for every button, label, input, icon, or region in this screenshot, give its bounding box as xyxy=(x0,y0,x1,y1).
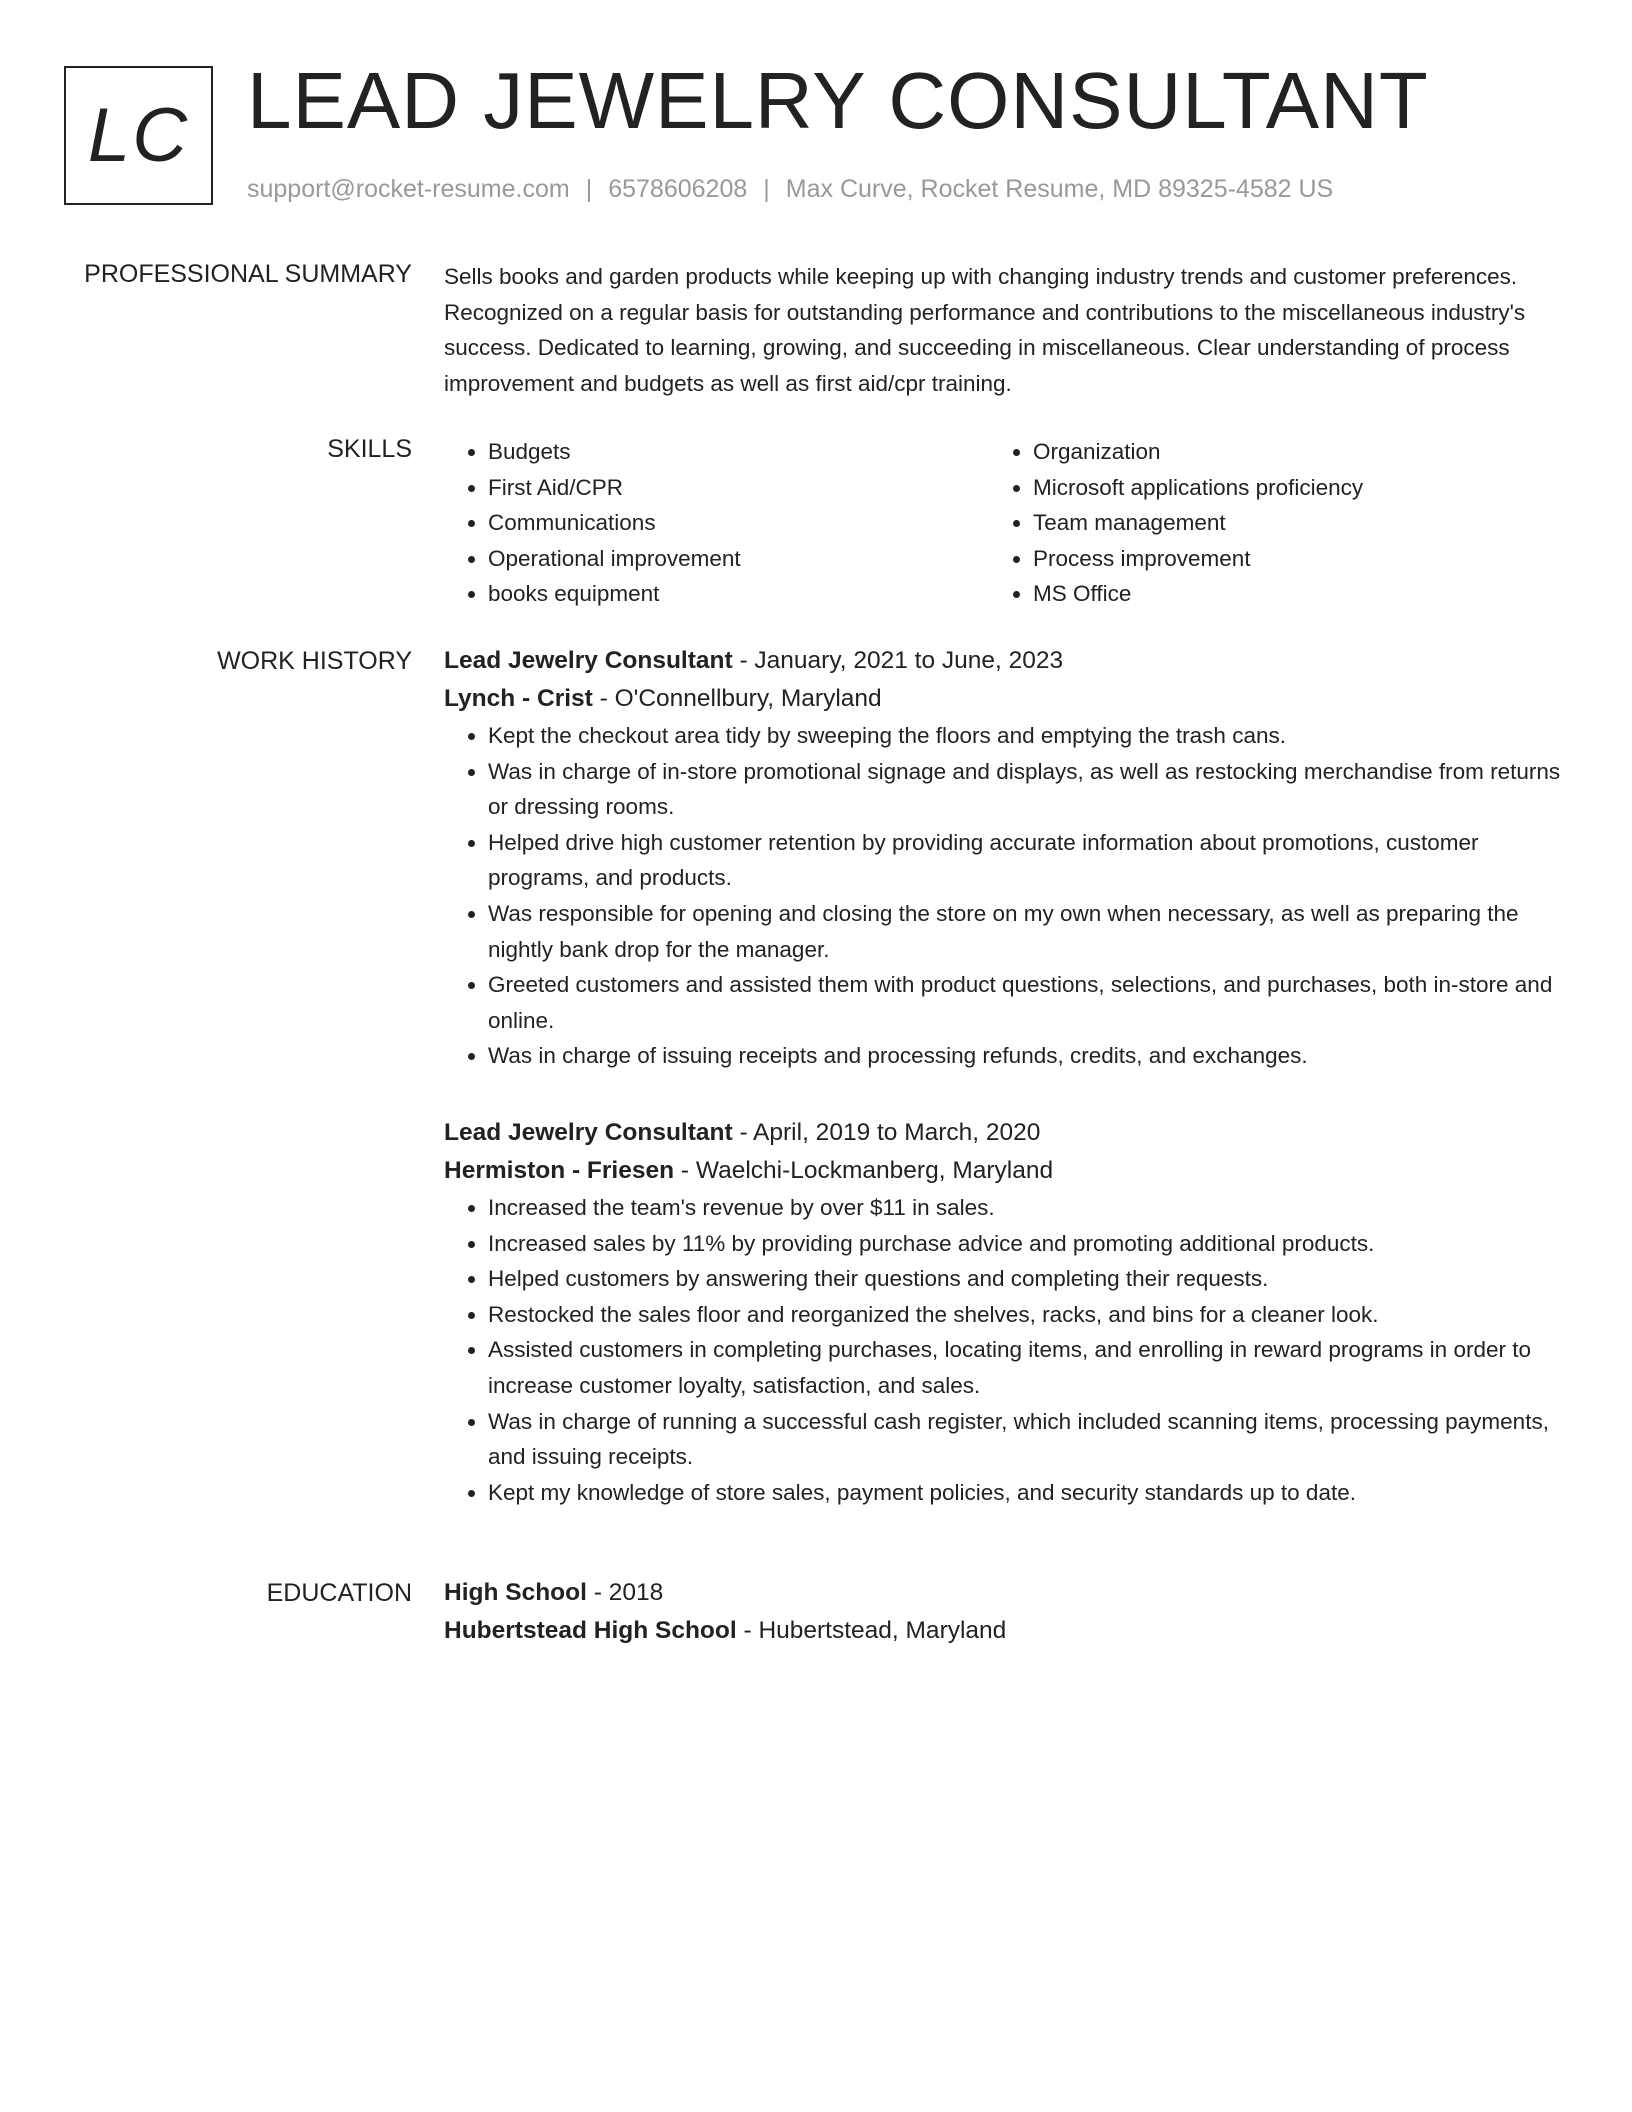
skill-item: • books equipment xyxy=(488,576,989,612)
education-degree-line xyxy=(444,1574,1564,1612)
education-year: - 2018 xyxy=(586,1579,664,1606)
job-duty: • Was in charge of issuing receipts and processing refunds, credits, and exchanges. xyxy=(488,1038,1564,1074)
job-duty: • Greeted customers and assisted them with product questions, selections, and purchases, both in-store and online. xyxy=(488,967,1564,1038)
job-duty: • Helped customers by answering their questions and completing their requests. xyxy=(488,1261,1564,1297)
contact-phone: 6578606208 xyxy=(608,175,748,203)
job-company: Hermiston - Friesen xyxy=(444,1156,675,1184)
contact-separator: | xyxy=(585,175,593,203)
education-school: Hubertstead High School xyxy=(444,1617,737,1644)
job-location: - O'Connellbury, Maryland xyxy=(592,685,882,712)
job-duty: • Restocked the sales floor and reorganized the shelves, racks, and bins for a cleaner look. xyxy=(488,1297,1564,1333)
job-location: - Waelchi-Lockmanberg, Maryland xyxy=(674,1156,1054,1184)
skill-item: • Process improvement xyxy=(1033,541,1534,577)
skills-list-right xyxy=(989,434,1534,612)
contact-separator: | xyxy=(763,175,770,203)
summary-text: Sells books and garden products while keeping up with changing industry trends and customer preferences. Recognized on a regular basis for outstanding performance and contributions to the miscellaneous industry's success. Dedicated to learning, growing, and succeeding in miscellaneous. Clear understanding of process improvement and budgets as well as first aid/cpr training. xyxy=(444,264,1526,396)
job-title: Lead Jewelry Consultant xyxy=(444,1118,733,1146)
skill-item: • Microsoft applications proficiency xyxy=(1033,470,1534,506)
job-entry xyxy=(444,1114,1564,1510)
contact-email: support@rocket-resume.com xyxy=(247,175,570,203)
job-title: Lead Jewelry Consultant xyxy=(444,647,733,674)
work-history-heading: WORK HISTORY xyxy=(217,647,412,675)
education-school-line xyxy=(444,1612,1564,1650)
job-company: Lynch - Crist xyxy=(444,685,593,712)
resume-title: LEAD JEWELRY CONSULTANT xyxy=(247,56,1429,145)
monogram-logo: LC xyxy=(64,66,213,205)
skill-item: • Communications xyxy=(488,505,989,541)
skill-item: • Organization xyxy=(1033,434,1534,470)
job-duty: • Was in charge of in-store promotional signage and displays, as well as restocking merchandise from returns or dressing rooms. xyxy=(488,754,1564,825)
skill-item: • Team management xyxy=(1033,505,1534,541)
job-duty: • Assisted customers in completing purchases, locating items, and enrolling in reward programs in order to increase customer loyalty, satisfaction, and sales. xyxy=(488,1332,1564,1403)
job-duties-list xyxy=(444,1190,1564,1510)
skill-item: • MS Office xyxy=(1033,576,1534,612)
summary-heading: PROFESSIONAL SUMMARY xyxy=(84,260,412,288)
job-title-line xyxy=(444,642,1564,680)
contact-line xyxy=(247,174,1333,204)
job-duty: • Was responsible for opening and closing the store on my own when necessary, as well as preparing the nightly bank drop for the manager. xyxy=(488,896,1564,967)
skill-item: • First Aid/CPR xyxy=(488,470,989,506)
job-duty: • Increased the team's revenue by over $11 in sales. xyxy=(488,1190,1564,1226)
education-heading: EDUCATION xyxy=(266,1579,412,1607)
job-dates: - April, 2019 to March, 2020 xyxy=(732,1118,1041,1146)
job-duties-list xyxy=(444,718,1564,1074)
skills-heading: SKILLS xyxy=(327,435,412,463)
job-company-line xyxy=(444,1152,1564,1190)
job-duty: • Helped drive high customer retention by providing accurate information about promotions, customer programs, and products. xyxy=(488,825,1564,896)
contact-address: Max Curve, Rocket Resume, MD 89325-4582 US xyxy=(785,175,1334,203)
skill-item: • Budgets xyxy=(488,434,989,470)
job-duty: • Kept the checkout area tidy by sweeping the floors and emptying the trash cans. xyxy=(488,718,1564,754)
job-company-line xyxy=(444,680,1564,718)
job-duty: • Was in charge of running a successful cash register, which included scanning items, processing payments, and issuing receipts. xyxy=(488,1404,1564,1475)
job-title-line xyxy=(444,1114,1564,1152)
job-duty: • Kept my knowledge of store sales, payment policies, and security standards up to date. xyxy=(488,1475,1564,1511)
job-dates: - January, 2021 to June, 2023 xyxy=(732,647,1064,674)
skills-list-left xyxy=(444,434,989,612)
education-degree: High School xyxy=(444,1579,587,1606)
skill-item: • Operational improvement xyxy=(488,541,989,577)
job-entry xyxy=(444,642,1564,1074)
education-location: - Hubertstead, Maryland xyxy=(736,1617,1007,1644)
job-duty: • Increased sales by 11% by providing purchase advice and promoting additional products. xyxy=(488,1226,1564,1262)
